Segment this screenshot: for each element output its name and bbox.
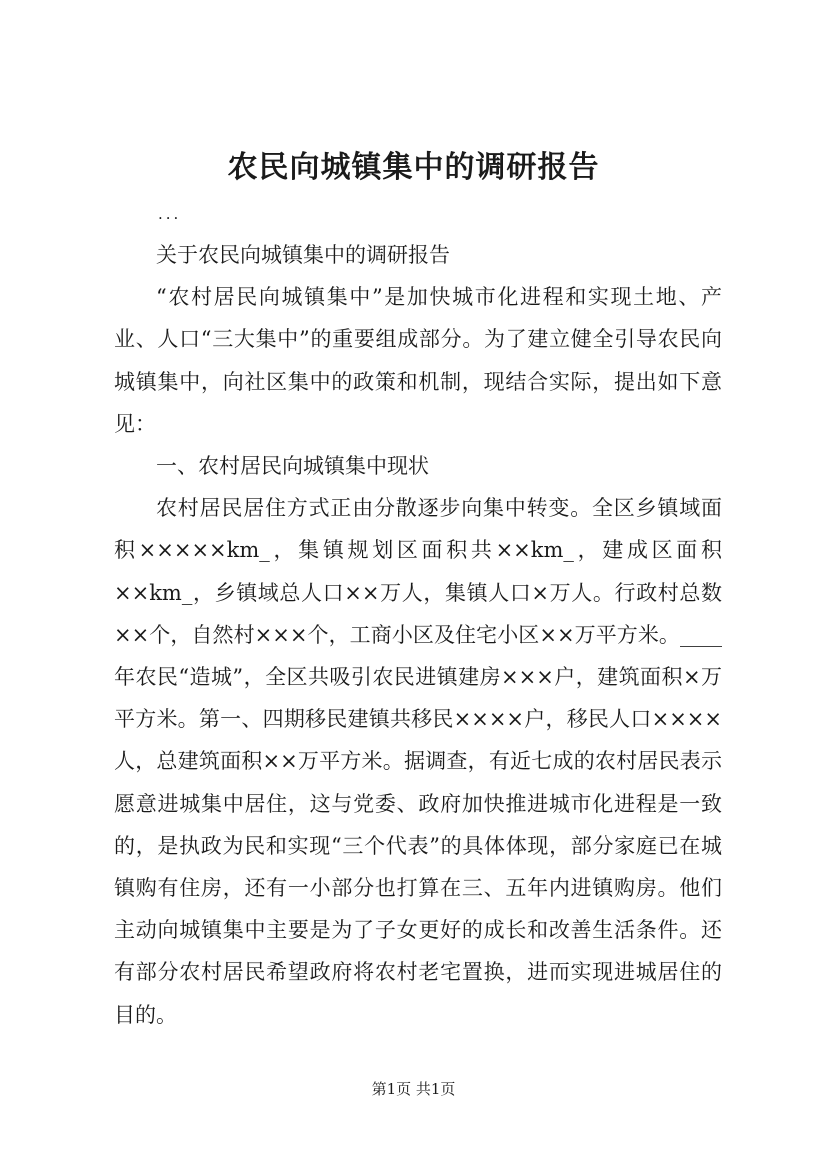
paragraph-subtitle: 关于农民向城镇集中的调研报告: [156, 243, 450, 267]
ellipsis-mark: ...: [158, 205, 182, 223]
document-title: 农民向城镇集中的调研报告: [227, 150, 600, 185]
section-heading: 一、农村居民向城镇集中现状: [156, 454, 429, 479]
paragraph-status: 农村居民居住方式正由分散逐步向集中转变。全区乡镇域面积×××××km_，集镇规划区面积共××km_，建成区面积××km_，乡镇域总人口××万人，集镇人口×万人。行政村总数××个，自然村×××个，工商小区及住宅小区××万平方米。____年农民“造城”，全区共吸引农民进镇建房×××户，建筑面积×万平方米。第一、四期移民建镇共移民××××户，移民人口××××人，总建筑面积××万平方米。据调查，有近七成的农村居民表示愿意进城集中居住，这与党委、政府加快推进城市化进程是一致的，是执政为民和实现“三个代表”的具体体现，部分家庭已在城镇购有住房，还有一小部分也打算在三、五年内进镇购房。他们主动向城镇集中主要是为了子女更好的成长和改善生活条件。还有部分农村居民希望政府将农村老宅置换，进而实现进城居住的目的。: [114, 496, 722, 1027]
paragraph-intro: “农村居民向城镇集中”是加快城市化进程和实现土地、产业、人口“三大集中”的重要组成部分。为了建立健全引导农民向城镇集中，向社区集中的政策和机制，现结合实际，提出如下意见：: [114, 285, 722, 436]
page-footer: 第1页 共1页: [371, 1080, 456, 1098]
document-body: [114, 234, 722, 1036]
